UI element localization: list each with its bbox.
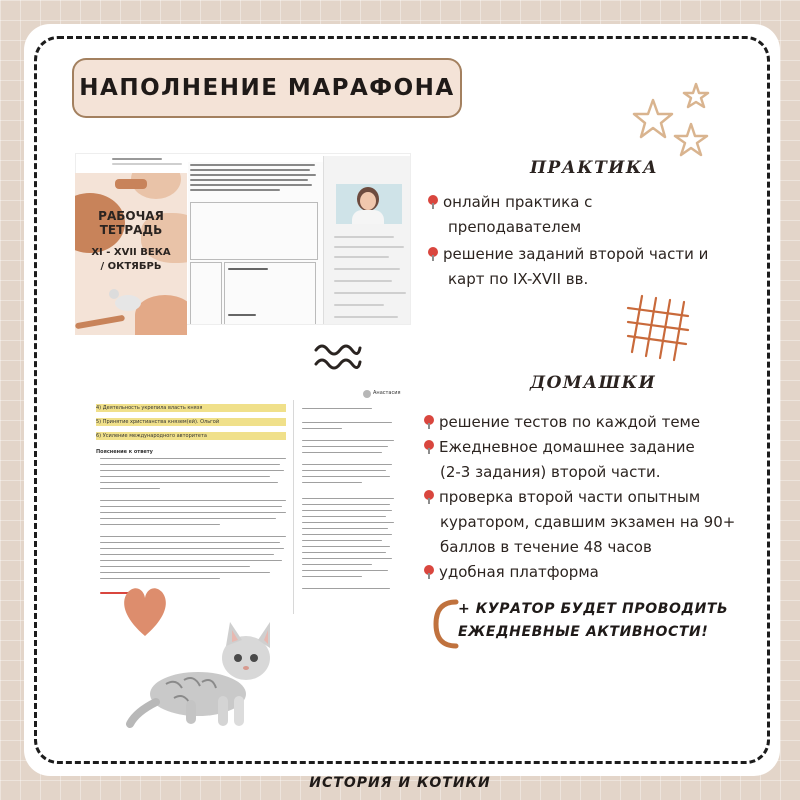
homework-option: 4) Деятельность укрепила власть князя [96,404,286,412]
footer-brand: ИСТОРИЯ И КОТИКИ [309,775,491,791]
practice-item-2 [428,242,708,292]
pin-icon [428,247,438,261]
bracket-decoration [430,596,460,652]
homework-item-line: баллов в течение 48 часов [440,538,652,556]
homework-answer-heading: Пояснение к ответу [96,449,153,455]
pin-icon [424,415,434,429]
page-title: НАПОЛНЕНИЕ МАРАФОНА [79,75,455,101]
star-icon [684,84,708,107]
practice-item-line: онлайн практика с [443,193,593,211]
practice-item-1 [428,190,592,240]
curator-note-line: + КУРАТОР БУДЕТ ПРОВОДИТЬ [458,601,729,617]
homework-item-line: куратором, сдавшим экзамен на 90+ [440,513,736,531]
practice-item-line: карт по IX-XVII вв. [448,270,589,288]
star-icon [675,124,707,155]
stars-decoration [628,78,724,170]
curator-note [458,598,728,644]
homework-item-3 [424,485,735,560]
title-badge [76,62,458,114]
homework-item-1 [424,410,700,435]
homework-item-line: (2-3 задания) второй части. [440,463,661,481]
practice-item-line: преподавателем [448,218,582,236]
homework-item-4 [424,560,599,585]
homework-user-name: Анастасия [373,390,401,396]
homework-option: 6) Усиление международного авторитета [96,432,286,440]
pin-icon [424,440,434,454]
homework-option: 5) Принятие христианства князем(ей). Ольгой [96,418,286,426]
pin-icon [424,490,434,504]
practice-title: ПРАКТИКА [530,158,659,178]
workbook-period-line1: XI - XVII ВЕКА [91,247,171,258]
pin-icon [428,195,438,209]
curator-note-line: ЕЖЕДНЕВНЫЕ АКТИВНОСТИ! [458,624,709,640]
homework-item-line: Ежедневное домашнее задание [439,438,695,456]
wave-divider [312,340,362,374]
homework-item-line: удобная платформа [439,563,599,581]
homework-title: ДОМАШКИ [530,373,657,393]
homework-item-line: решение тестов по каждой теме [439,413,701,431]
workbook-period-line2: / ОКТЯБРЬ [100,261,162,272]
star-icon [634,100,672,137]
kitten-image [126,612,286,732]
homework-item-2 [424,435,695,485]
homework-item-line: проверка второй части опытным [439,488,701,506]
avatar [363,390,371,398]
pin-icon [424,565,434,579]
practice-item-line: решение заданий второй части и [443,245,709,263]
workbook-cover [75,173,187,335]
workbook-label-line1: РАБОЧАЯ [98,209,164,223]
grid-decoration [624,292,694,362]
workbook-label-line2: ТЕТРАДЬ [99,223,163,237]
